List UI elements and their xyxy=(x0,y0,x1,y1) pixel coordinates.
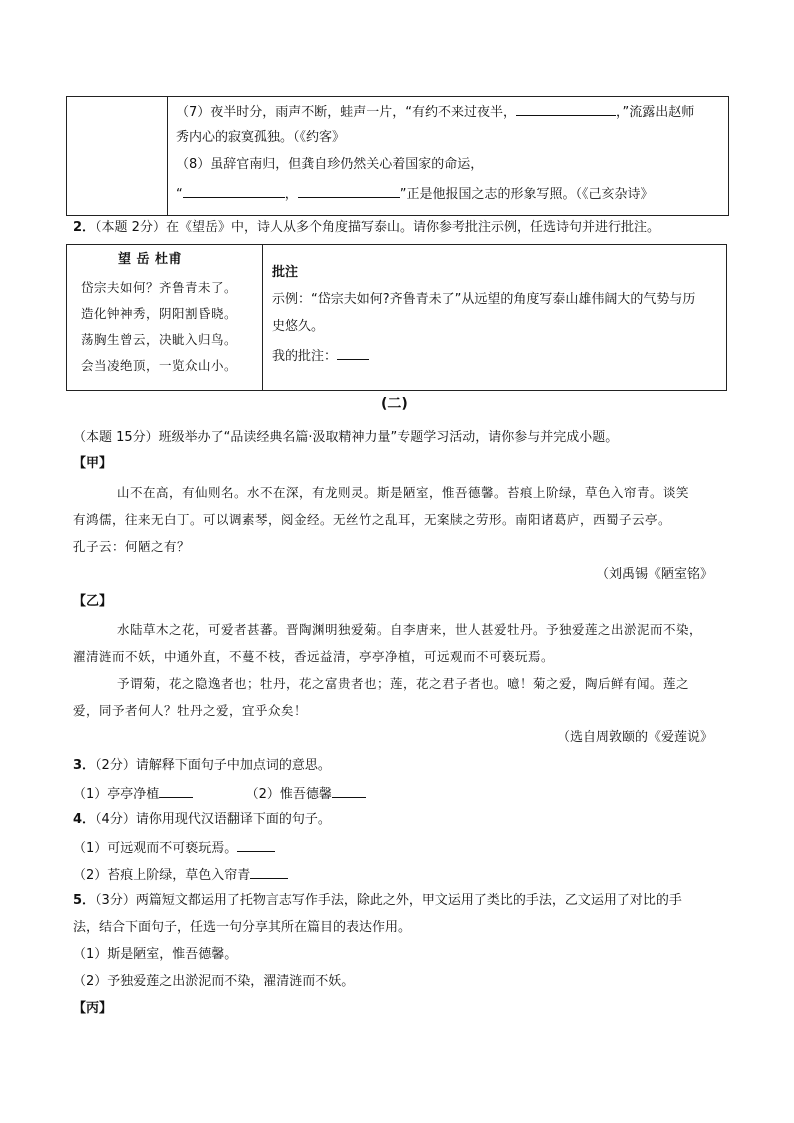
section-title: (二) xyxy=(381,396,408,412)
passage-line: 有鸿儒，往来无白丁。可以调素琴，阅金经。无丝竹之乱耳，无案牍之劳形。南阳诸葛庐，西蜀子云亭。 xyxy=(73,512,672,527)
poem-line: 荡胸生曾云，决眦入归鸟。 xyxy=(81,332,238,347)
passage-source: （刘禹锡《陋室铭》 xyxy=(595,567,713,582)
answer-blank[interactable] xyxy=(159,783,193,798)
answer-blank[interactable] xyxy=(183,183,285,198)
table-divider xyxy=(262,245,263,390)
answer-blank[interactable] xyxy=(250,864,288,879)
annotation-heading: 批注 xyxy=(272,265,299,280)
table-divider xyxy=(167,97,168,215)
item-7-line-1: （7）夜半时分，雨声不断，蛙声一片，“有约不来过夜半， ，”流露出赵师 xyxy=(176,101,694,123)
question-5-sub-2: （2）予独爱莲之出淤泥而不染，濯清涟而不妖。 xyxy=(73,974,355,989)
passage-line: 水陆草木之花，可爱者甚蕃。晋陶渊明独爱菊。自李唐来，世人甚爱牡丹。予独爱莲之出淤泥而不染， xyxy=(117,622,703,637)
question-4-sub-2: （2）苔痕上阶绿，草色入帘青 xyxy=(73,864,288,886)
answer-blank[interactable] xyxy=(298,183,400,198)
poem-title: 望 岳 杜甫 xyxy=(118,252,183,267)
passage-line: 爱，同予者何人？牡丹之爱，宜乎众矣！ xyxy=(73,703,308,718)
item-8-line-1: （8）虽辞官南归，但龚自珍仍然关心着国家的命运， xyxy=(176,157,484,172)
passage-label-bing: 【丙】 xyxy=(73,1001,113,1016)
question-2: 2．（本题 2分）在《望岳》中，诗人从多个角度描写泰山。请你参考批注示例，任选诗句并进行批注。 xyxy=(73,220,660,235)
passage-line: 山不在高，有仙则名。水不在深，有龙则灵。斯是陋室，惟吾德馨。苔痕上阶绿，草色入帘青。谈笑 xyxy=(117,485,690,500)
question-5-cont: 法，结合下面句子，任选一句分享其所在篇目的表达作用。 xyxy=(73,920,412,935)
poem-line: 造化钟神秀，阴阳割昏晓。 xyxy=(81,306,238,321)
question-3-subitems: （1）亭亭净植 （2）惟吾德馨 xyxy=(73,783,366,805)
question-5-sub-1: （1）斯是陋室，惟吾德馨。 xyxy=(73,947,238,962)
item-7-line-2: 秀内心的寂寞孤独。（《约客》 xyxy=(176,130,346,145)
annotation-example-cont: 史悠久。 xyxy=(272,319,325,334)
my-annotation: 我的批注： xyxy=(272,345,369,367)
passage-label-jia: 【甲】 xyxy=(73,456,113,471)
passage-line: 予谓菊，花之隐逸者也；牡丹，花之富贵者也；莲，花之君子者也。噫！菊之爱，陶后鲜有闻。莲之 xyxy=(117,676,690,691)
item-8-line-2: “ ， ”正是他报国之志的形象写照。（《己亥杂诗》 xyxy=(176,183,654,205)
question-4: 4．（4分）请你用现代汉语翻译下面的句子。 xyxy=(73,812,331,827)
poem-line: 会当凌绝顶，一览众山小。 xyxy=(81,358,238,373)
passage-line: 孔子云：何陋之有？ xyxy=(73,539,191,554)
answer-blank[interactable] xyxy=(337,345,369,360)
passage-line: 濯清涟而不妖，中通外直，不蔓不枝，香远益清，亭亭净植，可远观而不可亵玩焉。 xyxy=(73,649,555,664)
answer-blank[interactable] xyxy=(332,783,366,798)
answer-blank[interactable] xyxy=(516,101,616,116)
passage-source: （选自周敦颐的《爱莲说》 xyxy=(556,730,713,745)
question-4-sub-1: （1）可远观而不可亵玩焉。 xyxy=(73,837,275,859)
poem-line: 岱宗夫如何？齐鲁青未了。 xyxy=(81,280,238,295)
answer-blank[interactable] xyxy=(237,837,275,852)
annotation-example: 示例：“岱宗夫如何?齐鲁青未了”从远望的角度写泰山雄伟阔大的气势与历 xyxy=(272,292,696,307)
section-intro: （本题 15分）班级举办了“品读经典名篇·汲取精神力量”专题学习活动，请你参与并完成小题。 xyxy=(73,430,619,445)
question-3: 3．（2分）请解释下面句子中加点词的意思。 xyxy=(73,758,331,773)
passage-label-yi: 【乙】 xyxy=(73,594,113,609)
question-5: 5．（3分）两篇短文都运用了托物言志写作手法，除此之外，甲文运用了类比的手法，乙文运用了对比的手 xyxy=(73,893,682,908)
